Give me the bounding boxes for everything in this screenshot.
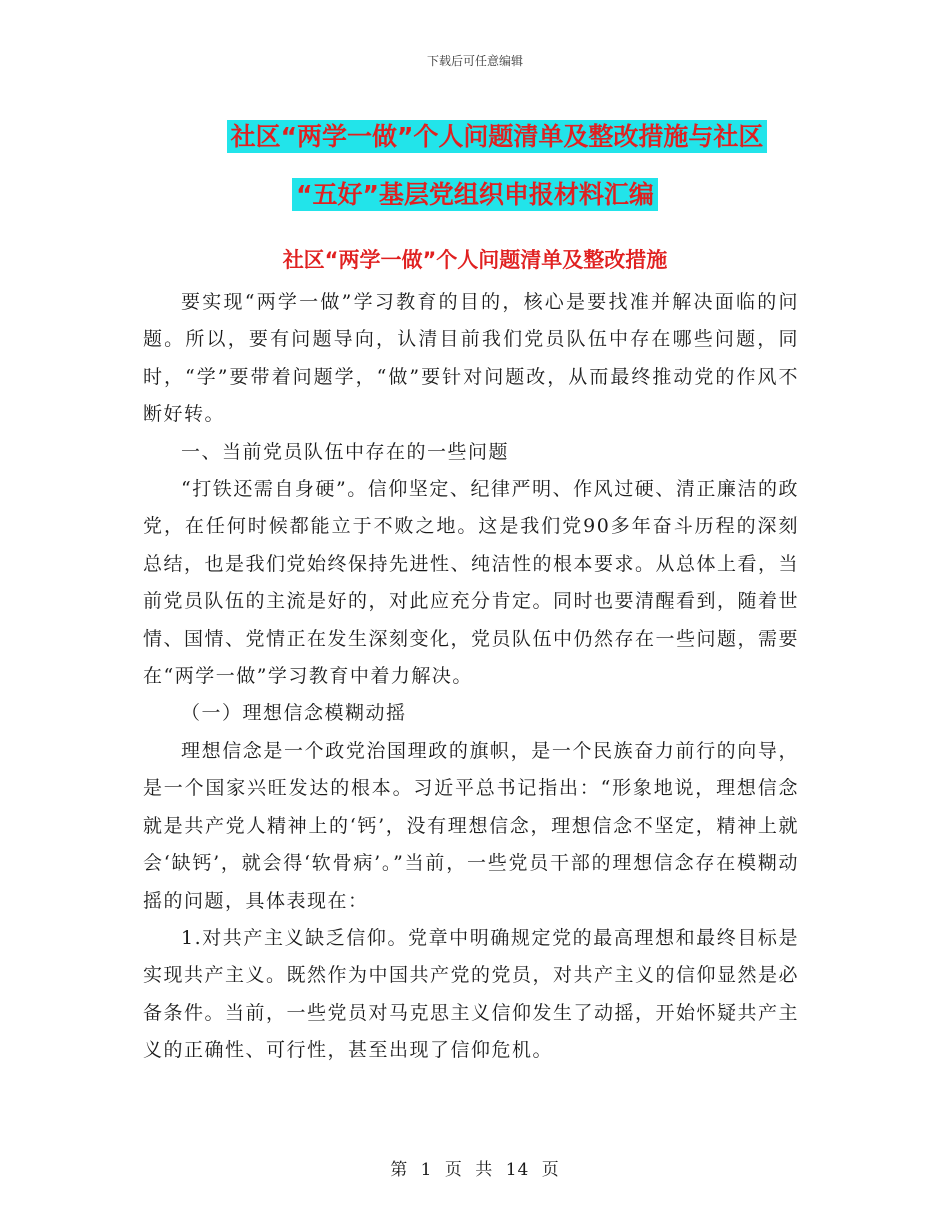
paragraph-intro: 要实现“两学一做”学习教育的目的，核心是要找准并解决面临的问题。所以，要有问题导向，认清目前我们党员队伍中存在哪些问题，同时，“学”要带着问题学，“做”要针对问题改，从而最终推动党的作风不断好转。	[143, 291, 799, 426]
page-footer-number: 第 1 页 共 14 页	[390, 1160, 560, 1180]
paragraph-ideals: 理想信念是一个政党治国理政的旗帜，是一个民族奋力前行的向导，是一个国家兴旺发达的根本。习近平总书记指出：“形象地说，理想信念就是共产党人精神上的‘钙’，没有理想信念，理想信念不坚定，精神上就会‘缺钙’，就会得‘软骨病’。”当前，一些党员干部的理想信念存在模糊动摇的问题，具体表现在：	[143, 739, 799, 912]
paragraph-item-1: 1.对共产主义缺乏信仰。党章中明确规定党的最高理想和最终目标是实现共产主义。既然作为中国共产党的党员，对共产主义的信仰显然是必备条件。当前，一些党员对马克思主义信仰发生了动摇，开始怀疑共产主义的正确性、可行性，甚至出现了信仰危机。	[143, 926, 800, 1062]
page-header-note: 下载后可任意编辑	[426, 54, 523, 68]
document-title-line-2: “五好”基层党组织申报材料汇编	[292, 178, 658, 211]
document-title-line-1: 社区“两学一做”个人问题清单及整改措施与社区	[227, 120, 768, 153]
document-body	[143, 284, 799, 1070]
section-title: 社区“两学一做”个人问题清单及整改措施	[282, 248, 668, 272]
heading-part-one: 一、当前党员队伍中存在的一些问题	[181, 440, 510, 463]
subheading-ideals: （一）理想信念模糊动摇	[181, 702, 407, 725]
paragraph-overview: “打铁还需自身硬”。信仰坚定、纪律严明、作风过硬、清正廉洁的政党，在任何时候都能立于不败之地。这是我们党90多年奋斗历程的深刻总结，也是我们党始终保持先进性、纯洁性的根本要求。从总体上看，当前党员队伍的主流是好的，对此应充分肯定。同时也要清醒看到，随着世情、国情、党情正在发生深刻变化，党员队伍中仍然存在一些问题，需要在“两学一做”学习教育中着力解决。	[143, 478, 800, 688]
document-title	[0, 108, 950, 224]
